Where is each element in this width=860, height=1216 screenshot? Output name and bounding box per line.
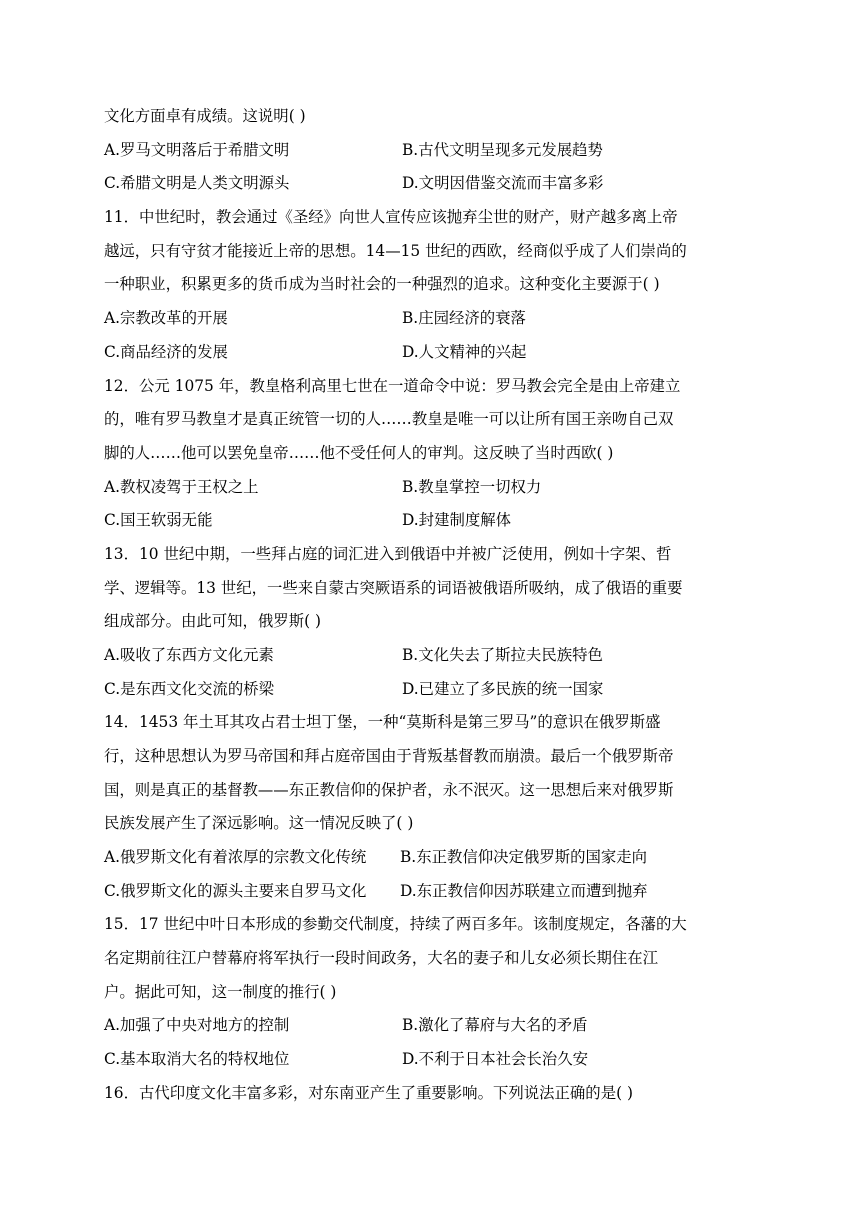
question-12-option-d[interactable]: D.封建制度解体 (402, 511, 512, 529)
question-15-options-row-1 (104, 1015, 764, 1035)
question-12-option-c[interactable]: C.国王软弱无能 (104, 511, 213, 529)
question-12-option-b[interactable]: B.教皇掌控一切权力 (402, 478, 542, 496)
question-15-option-d[interactable]: D.不利于日本社会长治久安 (402, 1050, 588, 1068)
question-10-option-c[interactable]: C.希腊文明是人类文明源头 (104, 174, 290, 192)
question-14-line-3: 国，则是真正的基督教——东正教信仰的保护者，永不泯灭。这一思想后来对俄罗斯 (104, 781, 674, 799)
question-13-option-a[interactable]: A.吸收了东西方文化元素 (104, 646, 274, 664)
question-12-line-2: 的，唯有罗马教皇才是真正统管一切的人……教皇是唯一可以让所有国王亲吻自己双 (104, 410, 674, 428)
question-11-option-d[interactable]: D.人文精神的兴起 (402, 343, 527, 361)
question-14-option-d[interactable]: D.东正教信仰因苏联建立而遭到抛弃 (400, 882, 648, 900)
question-11-line-2: 越远，只有守贫才能接近上帝的思想。14—15 世纪的西欧，经商似乎成了人们崇尚的 (104, 242, 687, 260)
question-10-option-b[interactable]: B.古代文明呈现多元发展趋势 (402, 141, 603, 159)
question-11-option-c[interactable]: C.商品经济的发展 (104, 343, 228, 361)
question-15-line-1: 15．17 世纪中叶日本形成的参勤交代制度，持续了两百多年。该制度规定，各藩的大 (104, 915, 687, 933)
question-15-options-row-2 (104, 1049, 764, 1069)
question-14-option-b[interactable]: B.东正教信仰决定俄罗斯的国家走向 (400, 848, 648, 866)
question-14-options-row-2 (104, 881, 764, 901)
question-13-option-c[interactable]: C.是东西文化交流的桥梁 (104, 680, 275, 698)
question-12-options-row-1 (104, 477, 764, 497)
question-11-option-b[interactable]: B.庄园经济的衰落 (402, 309, 526, 327)
question-12-option-a[interactable]: A.教权凌驾于王权之上 (104, 478, 259, 496)
question-14-line-2: 行，这种思想认为罗马帝国和拜占庭帝国由于背叛基督教而崩溃。最后一个俄罗斯帝 (104, 747, 674, 765)
question-13-line-1: 13．10 世纪中期，一些拜占庭的词汇进入到俄语中并被广泛使用，例如十字架、哲 (104, 545, 672, 563)
question-14-option-c[interactable]: C.俄罗斯文化的源头主要来自罗马文化 (104, 882, 367, 900)
question-15-option-b[interactable]: B.激化了幕府与大名的矛盾 (402, 1016, 588, 1034)
question-11-option-a[interactable]: A.宗教改革的开展 (104, 309, 228, 327)
question-15-option-a[interactable]: A.加强了中央对地方的控制 (104, 1016, 290, 1034)
question-11-options-row-1 (104, 308, 764, 328)
question-13-option-b[interactable]: B.文化失去了斯拉夫民族特色 (402, 646, 603, 664)
question-15-line-3: 户。据此可知，这一制度的推行( ) (104, 983, 337, 1001)
question-11-line-3: 一种职业，积累更多的货币成为当时社会的一种强烈的追求。这种变化主要源于( ) (104, 275, 660, 293)
question-11-line-1: 11．中世纪时，教会通过《圣经》向世人宣传应该抛弃尘世的财产，财产越多离上帝 (104, 208, 678, 226)
question-10-stem-tail: 文化方面卓有成绩。这说明( ) (104, 107, 306, 125)
question-15-line-2: 名定期前往江户替幕府将军执行一段时间政务，大名的妻子和儿女必须长期住在江 (104, 949, 659, 967)
question-13-options-row-2 (104, 679, 764, 699)
question-13-option-d[interactable]: D.已建立了多民族的统一国家 (402, 680, 604, 698)
question-13-line-3: 组成部分。由此可知，俄罗斯( ) (104, 612, 321, 630)
question-10-option-a[interactable]: A.罗马文明落后于希腊文明 (104, 141, 290, 159)
question-10-options-row-1 (104, 140, 764, 160)
question-14-option-a[interactable]: A.俄罗斯文化有着浓厚的宗教文化传统 (104, 848, 367, 866)
question-10-options-row-2 (104, 173, 764, 193)
question-12-line-1: 12．公元 1075 年，教皇格利高里七世在一道命令中说：罗马教会完全是由上帝建立 (104, 377, 681, 395)
question-14-options-row-1 (104, 847, 764, 867)
question-12-line-3: 脚的人……他可以罢免皇帝……他不受任何人的审判。这反映了当时西欧( ) (104, 444, 614, 462)
question-16-line-1: 16．古代印度文化丰富多彩，对东南亚产生了重要影响。下列说法正确的是( ) (104, 1084, 633, 1102)
question-13-line-2: 学、逻辑等。13 世纪，一些来自蒙古突厥语系的词语被俄语所吸纳，成了俄语的重要 (104, 579, 683, 597)
question-14-line-4: 民族发展产生了深远影响。这一情况反映了( ) (104, 814, 414, 832)
question-15-option-c[interactable]: C.基本取消大名的特权地位 (104, 1050, 290, 1068)
question-14-line-1: 14．1453 年土耳其攻占君士坦丁堡，一种“莫斯科是第三罗马”的意识在俄罗斯盛 (104, 713, 661, 731)
question-12-options-row-2 (104, 510, 764, 530)
question-10-option-d[interactable]: D.文明因借鉴交流而丰富多彩 (402, 174, 604, 192)
question-11-options-row-2 (104, 342, 764, 362)
question-13-options-row-1 (104, 645, 764, 665)
